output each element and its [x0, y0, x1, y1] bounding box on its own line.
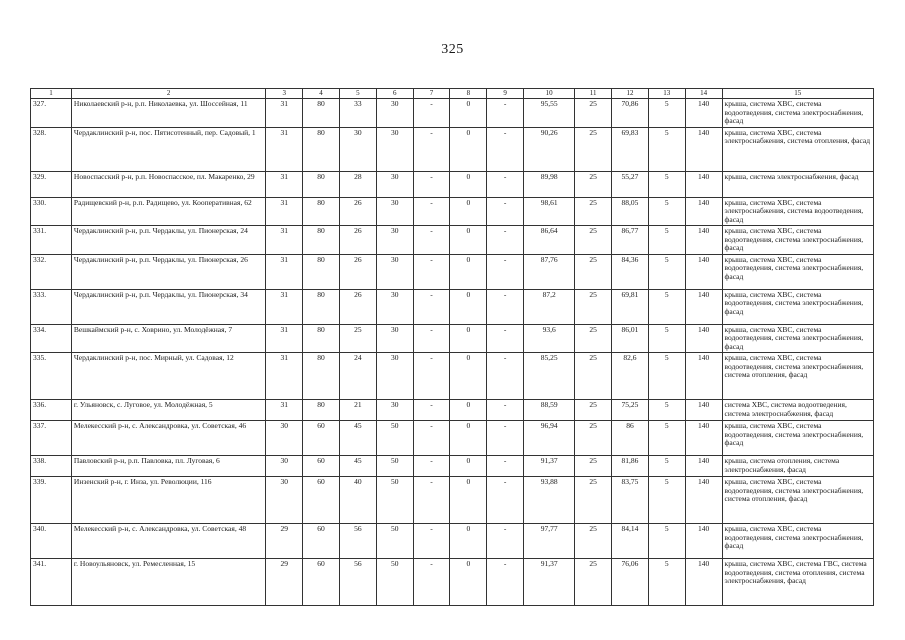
- cell-col-6: 50: [376, 456, 413, 477]
- cell-col-10: 88,59: [524, 400, 575, 421]
- cell-col-7: -: [413, 289, 450, 324]
- cell-col-13: 5: [648, 477, 685, 524]
- cell-col-7: -: [413, 421, 450, 456]
- cell-col-13: 5: [648, 289, 685, 324]
- row-address: Новоспасский р-н, р.п. Новоспасское, пл. Макаренко, 29: [71, 171, 265, 197]
- row-works: крыша, система ХВС, система водоотведения, система электроснабжения, система отопления, фасад: [722, 477, 873, 524]
- cell-col-10: 90,26: [524, 127, 575, 171]
- table-row: [31, 400, 874, 421]
- cell-col-7: -: [413, 99, 450, 128]
- column-header: 7: [413, 89, 450, 99]
- cell-col-8: 0: [450, 289, 487, 324]
- cell-col-4: 60: [303, 456, 340, 477]
- cell-col-14: 140: [685, 456, 722, 477]
- cell-col-9: -: [487, 400, 524, 421]
- cell-col-10: 93,88: [524, 477, 575, 524]
- cell-col-8: 0: [450, 421, 487, 456]
- cell-col-4: 80: [303, 353, 340, 400]
- cell-col-11: 25: [575, 353, 612, 400]
- row-address: Чердаклинский р-н, пос. Мирный, ул. Садовая, 12: [71, 353, 265, 400]
- cell-col-14: 140: [685, 197, 722, 226]
- cell-col-14: 140: [685, 127, 722, 171]
- cell-col-14: 140: [685, 559, 722, 606]
- table-row: [31, 559, 874, 606]
- cell-col-5: 45: [339, 456, 376, 477]
- cell-col-3: 31: [266, 127, 303, 171]
- cell-col-9: -: [487, 254, 524, 289]
- table-row: [31, 226, 874, 255]
- cell-col-3: 29: [266, 524, 303, 559]
- cell-col-13: 5: [648, 254, 685, 289]
- cell-col-8: 0: [450, 99, 487, 128]
- cell-col-13: 5: [648, 324, 685, 353]
- cell-col-4: 80: [303, 289, 340, 324]
- cell-col-6: 30: [376, 197, 413, 226]
- row-number: 329.: [31, 171, 72, 197]
- table-row: [31, 353, 874, 400]
- row-works: крыша, система ХВС, система электроснабжения, система водоотведения, фасад: [722, 197, 873, 226]
- cell-col-10: 91,37: [524, 456, 575, 477]
- cell-col-12: 84,14: [612, 524, 649, 559]
- cell-col-5: 33: [339, 99, 376, 128]
- cell-col-9: -: [487, 226, 524, 255]
- cell-col-10: 89,98: [524, 171, 575, 197]
- cell-col-9: -: [487, 171, 524, 197]
- cell-col-13: 5: [648, 226, 685, 255]
- cell-col-13: 5: [648, 171, 685, 197]
- table-row: [31, 127, 874, 171]
- cell-col-6: 50: [376, 524, 413, 559]
- cell-col-12: 69,83: [612, 127, 649, 171]
- cell-col-14: 140: [685, 254, 722, 289]
- cell-col-4: 60: [303, 559, 340, 606]
- cell-col-14: 140: [685, 289, 722, 324]
- cell-col-8: 0: [450, 254, 487, 289]
- row-number: 335.: [31, 353, 72, 400]
- row-address: г. Ульяновск, с. Луговое, ул. Молодёжная, 5: [71, 400, 265, 421]
- cell-col-5: 26: [339, 254, 376, 289]
- row-works: крыша, система ХВС, система водоотведения, система электроснабжения, фасад: [722, 421, 873, 456]
- cell-col-7: -: [413, 353, 450, 400]
- cell-col-8: 0: [450, 197, 487, 226]
- cell-col-11: 25: [575, 456, 612, 477]
- cell-col-8: 0: [450, 400, 487, 421]
- row-address: г. Новоульяновск, ул. Ремесленная, 15: [71, 559, 265, 606]
- cell-col-12: 86,01: [612, 324, 649, 353]
- page-number: 325: [441, 42, 464, 57]
- row-number: 339.: [31, 477, 72, 524]
- cell-col-14: 140: [685, 477, 722, 524]
- cell-col-6: 30: [376, 226, 413, 255]
- row-address: Чердаклинский р-н, р.п. Чердаклы, ул. Пионерская, 34: [71, 289, 265, 324]
- housing-table: [30, 88, 874, 606]
- table-row: [31, 456, 874, 477]
- cell-col-4: 60: [303, 477, 340, 524]
- cell-col-13: 5: [648, 400, 685, 421]
- row-works: крыша, система отопления, система электроснабжения, фасад: [722, 456, 873, 477]
- row-number: 328.: [31, 127, 72, 171]
- cell-col-11: 25: [575, 99, 612, 128]
- cell-col-8: 0: [450, 171, 487, 197]
- row-address: Мелекесский р-н, с. Александровка, ул. Советская, 46: [71, 421, 265, 456]
- cell-col-10: 86,64: [524, 226, 575, 255]
- cell-col-11: 25: [575, 559, 612, 606]
- cell-col-12: 81,86: [612, 456, 649, 477]
- column-header: 12: [612, 89, 649, 99]
- cell-col-12: 55,27: [612, 171, 649, 197]
- cell-col-5: 25: [339, 324, 376, 353]
- table-row: [31, 171, 874, 197]
- cell-col-4: 80: [303, 127, 340, 171]
- row-number: 331.: [31, 226, 72, 255]
- cell-col-7: -: [413, 524, 450, 559]
- row-works: крыша, система ХВС, система водоотведения, система электроснабжения, система отопления, фасад: [722, 353, 873, 400]
- cell-col-3: 31: [266, 289, 303, 324]
- cell-col-14: 140: [685, 400, 722, 421]
- cell-col-14: 140: [685, 99, 722, 128]
- cell-col-3: 30: [266, 456, 303, 477]
- cell-col-11: 25: [575, 171, 612, 197]
- row-number: 330.: [31, 197, 72, 226]
- cell-col-11: 25: [575, 254, 612, 289]
- cell-col-4: 60: [303, 524, 340, 559]
- cell-col-9: -: [487, 99, 524, 128]
- cell-col-14: 140: [685, 421, 722, 456]
- column-header: 10: [524, 89, 575, 99]
- cell-col-4: 80: [303, 226, 340, 255]
- table-row: [31, 324, 874, 353]
- cell-col-5: 26: [339, 226, 376, 255]
- row-address: Павловский р-н, р.п. Павловка, пл. Луговая, 6: [71, 456, 265, 477]
- cell-col-9: -: [487, 477, 524, 524]
- cell-col-6: 30: [376, 353, 413, 400]
- cell-col-7: -: [413, 456, 450, 477]
- row-works: крыша, система ХВС, система электроснабжения, система отопления, фасад: [722, 127, 873, 171]
- cell-col-6: 50: [376, 559, 413, 606]
- cell-col-3: 30: [266, 477, 303, 524]
- column-header: 1: [31, 89, 72, 99]
- cell-col-11: 25: [575, 400, 612, 421]
- cell-col-5: 30: [339, 127, 376, 171]
- cell-col-3: 29: [266, 559, 303, 606]
- column-header: 14: [685, 89, 722, 99]
- row-works: крыша, система ХВС, система водоотведения, система электроснабжения, фасад: [722, 289, 873, 324]
- column-header: 3: [266, 89, 303, 99]
- cell-col-6: 30: [376, 289, 413, 324]
- row-number: 332.: [31, 254, 72, 289]
- cell-col-10: 85,25: [524, 353, 575, 400]
- cell-col-5: 56: [339, 524, 376, 559]
- cell-col-5: 40: [339, 477, 376, 524]
- cell-col-5: 28: [339, 171, 376, 197]
- row-works: крыша, система ХВС, система водоотведения, система электроснабжения, фасад: [722, 99, 873, 128]
- cell-col-10: 93,6: [524, 324, 575, 353]
- cell-col-7: -: [413, 127, 450, 171]
- row-number: 338.: [31, 456, 72, 477]
- cell-col-11: 25: [575, 477, 612, 524]
- cell-col-12: 83,75: [612, 477, 649, 524]
- cell-col-7: -: [413, 197, 450, 226]
- cell-col-8: 0: [450, 559, 487, 606]
- row-works: крыша, система ХВС, система водоотведения, система электроснабжения, фасад: [722, 254, 873, 289]
- cell-col-4: 80: [303, 99, 340, 128]
- table-row: [31, 421, 874, 456]
- cell-col-6: 50: [376, 421, 413, 456]
- row-address: Николаевский р-н, р.п. Николаевка, ул. Шоссейная, 11: [71, 99, 265, 128]
- row-works: крыша, система ХВС, система водоотведения, система электроснабжения, фасад: [722, 324, 873, 353]
- cell-col-12: 82,6: [612, 353, 649, 400]
- column-header: 8: [450, 89, 487, 99]
- cell-col-12: 88,05: [612, 197, 649, 226]
- cell-col-6: 30: [376, 99, 413, 128]
- cell-col-3: 31: [266, 400, 303, 421]
- cell-col-8: 0: [450, 127, 487, 171]
- row-number: 340.: [31, 524, 72, 559]
- table-row: [31, 99, 874, 128]
- row-address: Радищевский р-н, р.п. Радищево, ул. Кооперативная, 62: [71, 197, 265, 226]
- table-row: [31, 254, 874, 289]
- cell-col-3: 31: [266, 254, 303, 289]
- row-works: крыша, система электроснабжения, фасад: [722, 171, 873, 197]
- column-header: 4: [303, 89, 340, 99]
- cell-col-9: -: [487, 421, 524, 456]
- cell-col-11: 25: [575, 226, 612, 255]
- cell-col-11: 25: [575, 524, 612, 559]
- cell-col-14: 140: [685, 353, 722, 400]
- cell-col-8: 0: [450, 353, 487, 400]
- table-row: [31, 477, 874, 524]
- cell-col-8: 0: [450, 524, 487, 559]
- cell-col-3: 31: [266, 197, 303, 226]
- cell-col-7: -: [413, 171, 450, 197]
- cell-col-3: 31: [266, 171, 303, 197]
- cell-col-14: 140: [685, 226, 722, 255]
- column-header: 11: [575, 89, 612, 99]
- cell-col-13: 5: [648, 421, 685, 456]
- cell-col-9: -: [487, 559, 524, 606]
- cell-col-4: 80: [303, 171, 340, 197]
- cell-col-4: 60: [303, 421, 340, 456]
- cell-col-10: 87,76: [524, 254, 575, 289]
- cell-col-3: 31: [266, 324, 303, 353]
- cell-col-7: -: [413, 226, 450, 255]
- cell-col-13: 5: [648, 353, 685, 400]
- cell-col-10: 95,55: [524, 99, 575, 128]
- cell-col-3: 31: [266, 99, 303, 128]
- column-header: 5: [339, 89, 376, 99]
- row-number: 327.: [31, 99, 72, 128]
- row-works: крыша, система ХВС, система ГВС, система водоотведения, система отопления, система электроснабжения, фасад: [722, 559, 873, 606]
- row-number: 334.: [31, 324, 72, 353]
- column-header: 13: [648, 89, 685, 99]
- cell-col-7: -: [413, 559, 450, 606]
- row-number: 336.: [31, 400, 72, 421]
- cell-col-13: 5: [648, 524, 685, 559]
- cell-col-5: 26: [339, 289, 376, 324]
- cell-col-12: 69,81: [612, 289, 649, 324]
- row-address: Мелекесский р-н, с. Александровка, ул. Советская, 48: [71, 524, 265, 559]
- cell-col-6: 30: [376, 324, 413, 353]
- cell-col-13: 5: [648, 127, 685, 171]
- cell-col-4: 80: [303, 197, 340, 226]
- cell-col-10: 87,2: [524, 289, 575, 324]
- column-number-row: [31, 89, 874, 99]
- cell-col-13: 5: [648, 456, 685, 477]
- cell-col-5: 21: [339, 400, 376, 421]
- cell-col-9: -: [487, 456, 524, 477]
- cell-col-12: 70,86: [612, 99, 649, 128]
- cell-col-12: 76,06: [612, 559, 649, 606]
- cell-col-13: 5: [648, 559, 685, 606]
- cell-col-6: 50: [376, 477, 413, 524]
- cell-col-5: 24: [339, 353, 376, 400]
- column-header: 2: [71, 89, 265, 99]
- cell-col-9: -: [487, 524, 524, 559]
- row-address: Чердаклинский р-н, р.п. Чердаклы, ул. Пионерская, 26: [71, 254, 265, 289]
- cell-col-13: 5: [648, 197, 685, 226]
- cell-col-11: 25: [575, 324, 612, 353]
- cell-col-9: -: [487, 353, 524, 400]
- cell-col-10: 98,61: [524, 197, 575, 226]
- cell-col-7: -: [413, 477, 450, 524]
- row-works: крыша, система ХВС, система водоотведения, система электроснабжения, фасад: [722, 524, 873, 559]
- table-row: [31, 197, 874, 226]
- cell-col-9: -: [487, 127, 524, 171]
- cell-col-6: 30: [376, 254, 413, 289]
- column-header: 9: [487, 89, 524, 99]
- cell-col-7: -: [413, 254, 450, 289]
- cell-col-8: 0: [450, 324, 487, 353]
- cell-col-8: 0: [450, 226, 487, 255]
- cell-col-5: 45: [339, 421, 376, 456]
- cell-col-9: -: [487, 324, 524, 353]
- cell-col-12: 84,36: [612, 254, 649, 289]
- cell-col-5: 56: [339, 559, 376, 606]
- row-address: Инзенский р-н, г. Инза, ул. Революции, 116: [71, 477, 265, 524]
- cell-col-12: 86: [612, 421, 649, 456]
- cell-col-4: 80: [303, 400, 340, 421]
- row-number: 341.: [31, 559, 72, 606]
- cell-col-12: 75,25: [612, 400, 649, 421]
- cell-col-3: 30: [266, 421, 303, 456]
- cell-col-9: -: [487, 197, 524, 226]
- cell-col-5: 26: [339, 197, 376, 226]
- cell-col-10: 96,94: [524, 421, 575, 456]
- row-works: система ХВС, система водоотведения, система электроснабжения, фасад: [722, 400, 873, 421]
- cell-col-7: -: [413, 400, 450, 421]
- cell-col-6: 30: [376, 171, 413, 197]
- cell-col-9: -: [487, 289, 524, 324]
- cell-col-4: 80: [303, 324, 340, 353]
- cell-col-3: 31: [266, 353, 303, 400]
- column-header: 15: [722, 89, 873, 99]
- cell-col-10: 97,77: [524, 524, 575, 559]
- cell-col-6: 30: [376, 400, 413, 421]
- cell-col-6: 30: [376, 127, 413, 171]
- cell-col-7: -: [413, 324, 450, 353]
- cell-col-13: 5: [648, 99, 685, 128]
- cell-col-10: 91,37: [524, 559, 575, 606]
- cell-col-8: 0: [450, 477, 487, 524]
- cell-col-11: 25: [575, 127, 612, 171]
- cell-col-11: 25: [575, 197, 612, 226]
- row-number: 337.: [31, 421, 72, 456]
- cell-col-4: 80: [303, 254, 340, 289]
- row-address: Вешкаймский р-н, с. Ховрино, ул. Молодёжная, 7: [71, 324, 265, 353]
- cell-col-8: 0: [450, 456, 487, 477]
- table-row: [31, 289, 874, 324]
- cell-col-14: 140: [685, 524, 722, 559]
- row-address: Чердаклинский р-н, пос. Пятисотенный, пер. Садовый, 1: [71, 127, 265, 171]
- cell-col-12: 86,77: [612, 226, 649, 255]
- cell-col-14: 140: [685, 324, 722, 353]
- cell-col-3: 31: [266, 226, 303, 255]
- cell-col-14: 140: [685, 171, 722, 197]
- row-address: Чердаклинский р-н, р.п. Чердаклы, ул. Пионерская, 24: [71, 226, 265, 255]
- table-row: [31, 524, 874, 559]
- column-header: 6: [376, 89, 413, 99]
- cell-col-11: 25: [575, 421, 612, 456]
- row-works: крыша, система ХВС, система водоотведения, система электроснабжения, фасад: [722, 226, 873, 255]
- cell-col-11: 25: [575, 289, 612, 324]
- row-number: 333.: [31, 289, 72, 324]
